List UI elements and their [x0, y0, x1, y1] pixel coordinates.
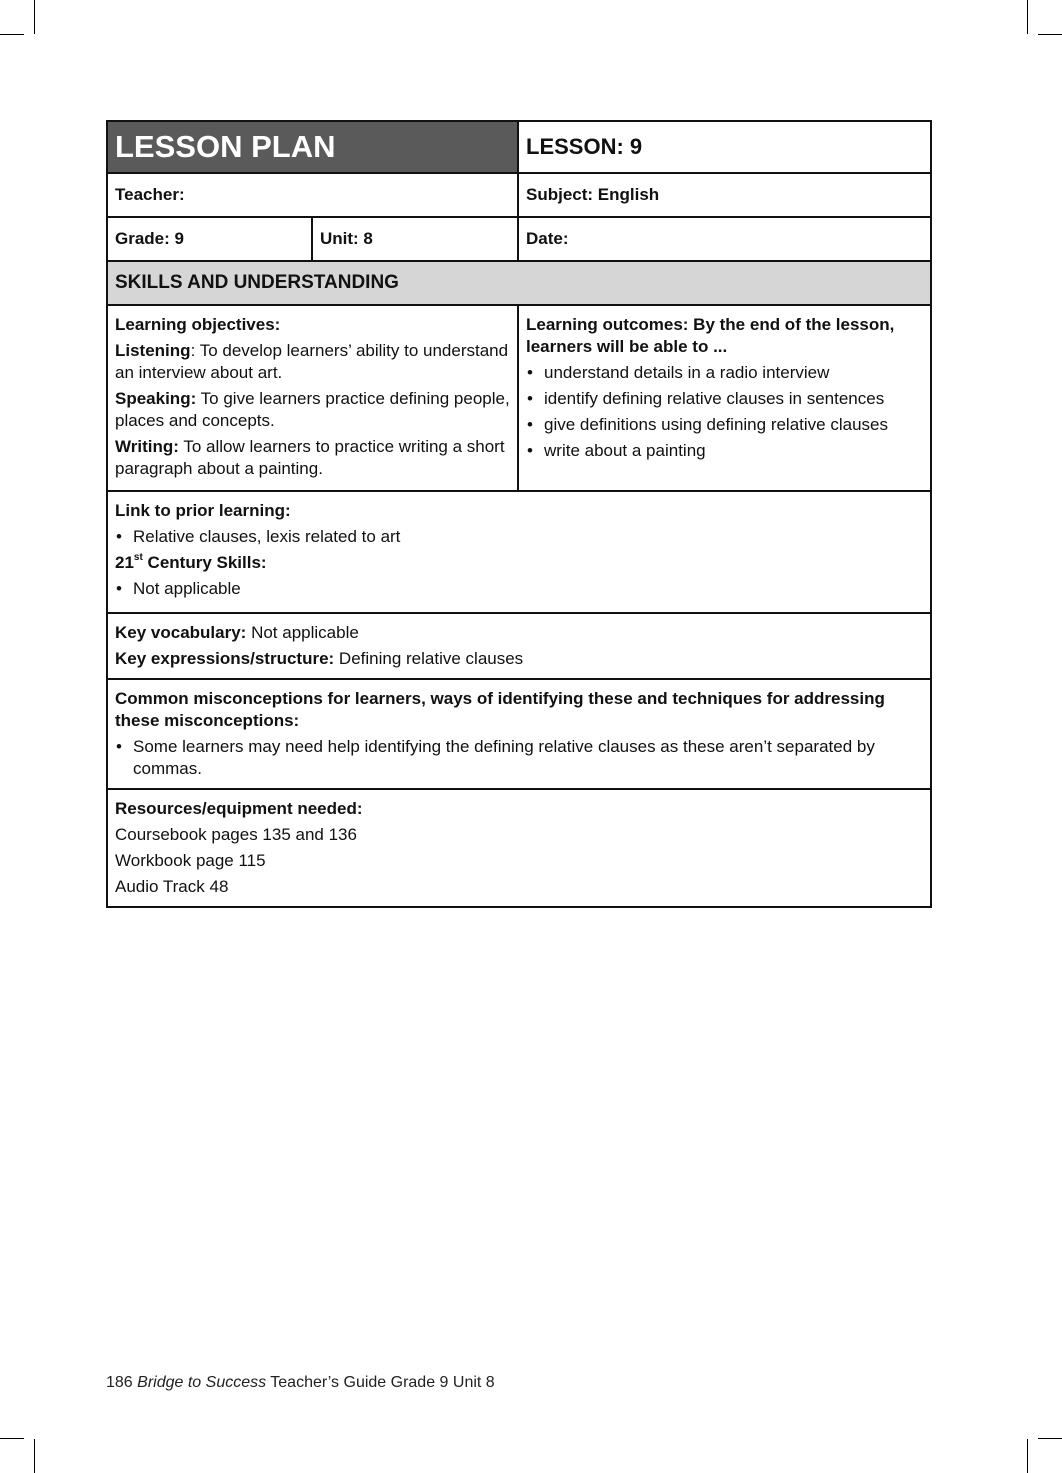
crop-mark [1027, 1439, 1028, 1473]
unit-field: Unit: 8 [312, 217, 518, 261]
objective-writing: Writing: To allow learners to practice writing a short paragraph about a painting. [115, 437, 505, 478]
lesson-number: LESSON: 9 [518, 121, 931, 173]
crop-mark [0, 1438, 24, 1439]
list-item: • identify defining relative clauses in sentences [526, 388, 923, 410]
footer-text: Teacher’s Guide Grade 9 Unit 8 [266, 1374, 495, 1391]
crop-mark [1038, 1438, 1062, 1439]
lesson-plan-title: LESSON PLAN [107, 121, 518, 173]
list-item: • Some learners may need help identifying the defining relative clauses as these aren’t separated by commas. [115, 736, 923, 780]
list-item: • understand details in a radio interview [526, 362, 923, 384]
grade-field: Grade: 9 [107, 217, 312, 261]
list-item: • Relative clauses, lexis related to art [115, 526, 923, 548]
century-skills-heading: 21st Century Skills: [115, 552, 267, 572]
resource-line: Workbook page 115 [115, 851, 266, 870]
crop-mark [1027, 0, 1028, 34]
list-item: • Not applicable [115, 578, 923, 600]
prior-learning [107, 491, 931, 613]
resource-line: Audio Track 48 [115, 877, 229, 896]
book-title: Bridge to Success [137, 1374, 267, 1391]
crop-mark [34, 0, 35, 34]
expressions-line: Key expressions/structure: Defining relative clauses [115, 649, 524, 668]
page-footer [106, 1374, 495, 1392]
objectives-heading: Learning objectives: [115, 315, 281, 334]
learning-outcomes [518, 305, 931, 491]
teacher-field: Teacher: [107, 173, 518, 217]
skills-heading: SKILLS AND UNDERSTANDING [107, 261, 931, 305]
subject-field: Subject: English [518, 173, 931, 217]
crop-mark [34, 1439, 35, 1473]
resources [107, 789, 931, 907]
resources-heading: Resources/equipment needed: [115, 799, 363, 818]
page-number: 186 [106, 1374, 133, 1391]
list-item: • write about a painting [526, 440, 923, 462]
vocab-line: Key vocabulary: Not applicable [115, 623, 359, 642]
crop-mark [0, 34, 24, 35]
resource-line: Coursebook pages 135 and 136 [115, 825, 357, 844]
crop-mark [1038, 34, 1062, 35]
date-field: Date: [518, 217, 931, 261]
list-item: • give definitions using defining relative clauses [526, 414, 923, 436]
objective-listening: Listening: To develop learners’ ability to understand an interview about art. [115, 341, 509, 382]
misconceptions [107, 679, 931, 789]
outcomes-heading: Learning outcomes: By the end of the lesson, learners will be able to ... [526, 315, 895, 356]
learning-objectives [107, 305, 518, 491]
misconceptions-heading: Common misconceptions for learners, ways of identifying these and techniques for addressing these misconceptions: [115, 689, 885, 730]
lesson-plan-table [106, 120, 932, 908]
objective-speaking: Speaking: To give learners practice defining people, places and concepts. [115, 389, 510, 430]
prior-heading: Link to prior learning: [115, 501, 291, 520]
key-vocabulary [107, 613, 931, 679]
